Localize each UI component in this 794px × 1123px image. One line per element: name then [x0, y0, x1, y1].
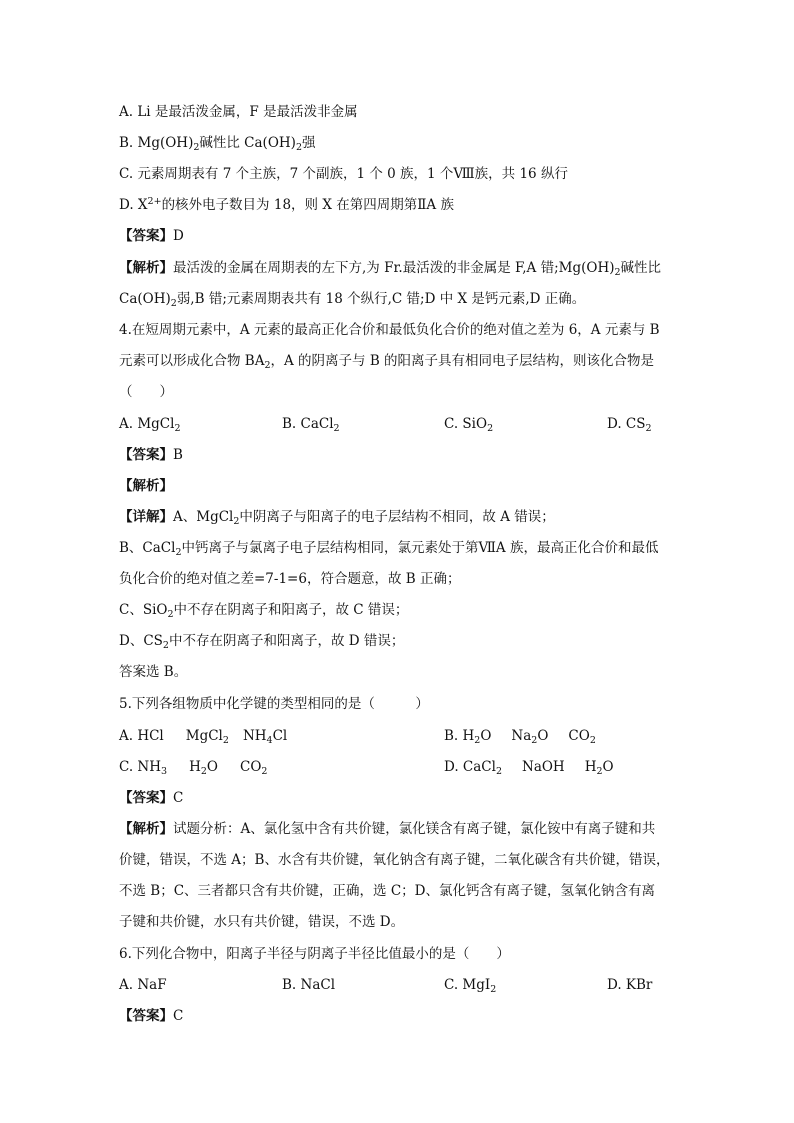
q4-stem-line-1: 4.在短周期元素中，A 元素的最高正化合价和最低负化合价的绝对值之差为 6，A 元素与 B — [119, 322, 660, 338]
q4-option-d: D. $CS_2$ — [607, 416, 652, 434]
q6-option-b: B. NaCl — [282, 977, 336, 993]
q3-analysis-line-2: $Ca(OH)_2$弱,B 错;元素周期表共有 18 个纵行,C 错;D 中 X 是钙元素,D 正确。 — [119, 291, 586, 309]
q4-detail-line-6: 答案选 B。 — [119, 664, 188, 680]
answer-label: 【答案】 — [119, 790, 173, 806]
q6-option-a: A. NaF — [119, 977, 167, 993]
q4-stem-line-3: （ ） — [119, 384, 173, 400]
q3-option-d: D. $X^{2+}$的核外电子数目为 18，则 X 在第四周期第ⅡA 族 — [119, 196, 454, 213]
q3-option-c: C. 元素周期表有 7 个主族，7 个副族，1 个 0 族，1 个Ⅷ族，共 16 纵行 — [119, 166, 568, 182]
q5-answer: 【答案】C — [119, 790, 184, 806]
q4-analysis — [119, 476, 684, 496]
q3-option-b: B. $Mg(OH)_2$碱性比 $Ca(OH)_2$强 — [119, 135, 316, 153]
q5-analysis-line-4: 子键和共价键，水只有共价键，错误，不选 D。 — [119, 914, 405, 930]
q5-option-c: C. $NH_3$ $H_2O$ $CO_2$ — [119, 759, 268, 777]
q3-answer: 【答案】D — [119, 228, 184, 244]
q4-detail-line-3: 负化合价的绝对值之差=7-1=6，符合题意，故 B 正确； — [119, 571, 461, 587]
q6-option-d: D. KBr — [607, 977, 653, 993]
q5-analysis-line-2: 价键，错误，不选 A；B、水含有共价键，氧化钠含有离子键，二氧化碳含有共价键，错误， — [119, 852, 670, 868]
q4-option-b: B. CaCl$_2$ — [282, 416, 340, 434]
q6-answer: 【答案】C — [119, 1008, 184, 1024]
q4-option-c: C. SiO$_2$ — [444, 416, 494, 434]
detail-label: 【详解】 — [119, 509, 173, 525]
q4-detail-line-5: D、$CS_2$中不存在阴离子和阳离子，故 D 错误； — [119, 633, 405, 651]
q3-analysis-line-1: 【解析】最活泼的金属在周期表的左下方,为 Fr.最活泼的非金属是 F,A 错$;Mg(OH)_2$碱性比 — [119, 260, 662, 278]
q5-option-d: D. CaCl$_2$ NaOH $H_2O$ — [444, 759, 614, 777]
analysis-label: 【解析】 — [119, 478, 173, 494]
analysis-label: 【解析】 — [119, 821, 173, 837]
q5-stem: 5.下列各组物质中化学键的类型相同的是（ ） — [119, 696, 429, 712]
answer-label: 【答案】 — [119, 1008, 173, 1024]
q5-option-a: A. HCl MgCl$_2$ $NH_4Cl$ — [119, 728, 288, 746]
q4-option-a: A. MgCl$_2$ — [119, 416, 181, 434]
q4-detail-line-2: B、CaCl$_2$中钙离子与氯离子电子层结构相同，氯元素处于第ⅦA 族，最高正化合价和最低 — [119, 540, 659, 558]
q4-detail-line-4: C、SiO$_2$中不存在阴离子和阳离子，故 C 错误； — [119, 602, 409, 620]
answer-label: 【答案】 — [119, 228, 173, 244]
q3-option-a: A. Li 是最活泼金属，F 是最活泼非金属 — [119, 104, 358, 120]
q4-stem-line-2: 元素可以形成化合物 $BA_2$，A 的阴离子与 B 的阳离子具有相同电子层结构，则该化合物是 — [119, 353, 655, 371]
q5-option-b: B. $H_2O$ $Na_2O$ $CO_2$ — [444, 728, 596, 746]
q5-analysis-line-1: 【解析】试题分析：A、氯化氢中含有共价键，氯化镁含有离子键，氯化铵中有离子键和共 — [119, 821, 656, 837]
q4-detail-line-1: 【详解】A、MgCl$_2$中阴离子与阳离子的电子层结构不相同，故 A 错误； — [119, 509, 555, 527]
analysis-label: 【解析】 — [119, 260, 173, 276]
q5-analysis-line-3: 不选 B；C、三者都只含有共价键，正确，选 C；D、氯化钙含有离子键，氢氧化钠含有离 — [119, 883, 655, 899]
q6-option-c: C. MgI$_2$ — [444, 977, 497, 995]
answer-label: 【答案】 — [119, 447, 173, 463]
q6-stem: 6.下列化合物中，阳离子半径与阴离子半径比值最小的是（ ） — [119, 946, 510, 962]
q4-answer: 【答案】B — [119, 447, 183, 463]
